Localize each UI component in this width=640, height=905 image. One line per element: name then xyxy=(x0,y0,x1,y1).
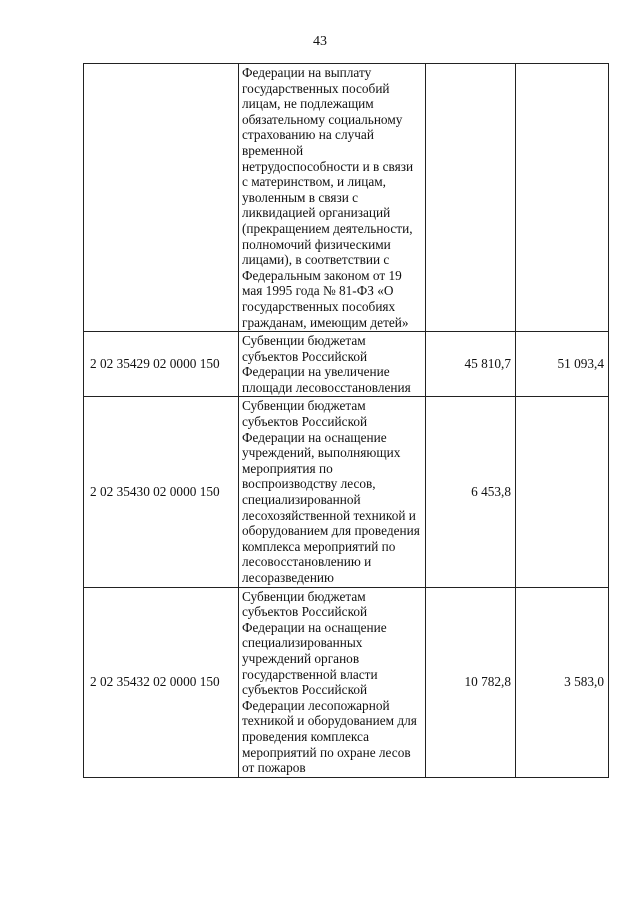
table-row xyxy=(84,332,609,397)
table-row xyxy=(84,587,609,777)
page-number: 43 xyxy=(313,34,327,49)
amount-cell-2: 51 093,4 xyxy=(516,332,609,397)
budget-code-cell: 2 02 35429 02 0000 150 xyxy=(84,332,239,397)
amount-cell-1: 10 782,8 xyxy=(426,587,516,777)
table-row xyxy=(84,397,609,587)
amount-cell-2 xyxy=(516,397,609,587)
amount-cell-2: 3 583,0 xyxy=(516,587,609,777)
budget-code-cell: 2 02 35432 02 0000 150 xyxy=(84,587,239,777)
budget-code-cell: 2 02 35430 02 0000 150 xyxy=(84,397,239,587)
budget-code-cell xyxy=(84,64,239,332)
amount-cell-2 xyxy=(516,64,609,332)
amount-cell-1: 45 810,7 xyxy=(426,332,516,397)
income-name-cell: Федерации на выплату государственных пособий лицам, не подлежащим обязательному социальному страхованию на случай временной нетрудоспособности и в связи с материнством, и лицам, уволенным в связи с ликвидацией организаций (прекращением деятельности, полномочий физическими лицами), в соответствии с Федеральным законом от 19 мая 1995 года № 81-ФЗ «О государственных пособиях гражданам, имеющим детей» xyxy=(239,64,426,332)
amount-cell-1 xyxy=(426,64,516,332)
budget-table xyxy=(83,63,609,778)
amount-cell-1: 6 453,8 xyxy=(426,397,516,587)
table-row xyxy=(84,64,609,332)
income-name-cell: Субвенции бюджетам субъектов Российской Федерации на оснащение специализированных учреждений органов государственной власти субъектов Российской Федерации лесопожарной техникой и оборудованием для проведения комплекса мероприятий по охране лесов от пожаров xyxy=(239,587,426,777)
income-name-cell: Субвенции бюджетам субъектов Российской Федерации на оснащение учреждений, выполняющих мероприятия по воспроизводству лесов, специализированной лесохозяйственной техникой и оборудованием для проведения комплекса мероприятий по лесовосстановлению и лесоразведению xyxy=(239,397,426,587)
income-name-cell: Субвенции бюджетам субъектов Российской Федерации на увеличение площади лесовосстановления xyxy=(239,332,426,397)
